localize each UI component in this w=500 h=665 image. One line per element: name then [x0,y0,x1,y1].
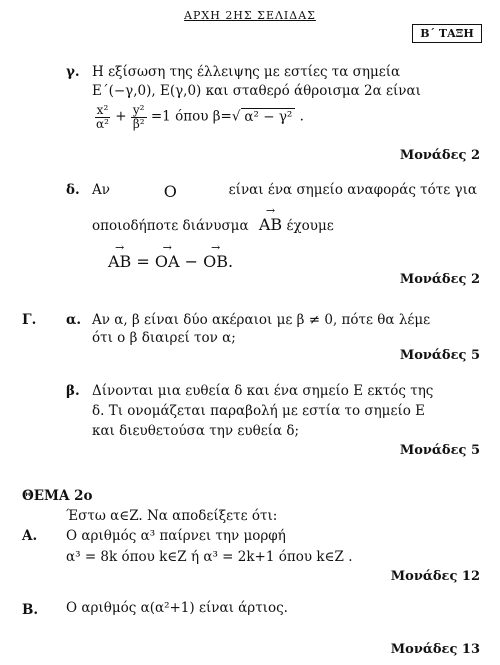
point-o: Ο [163,182,177,201]
equals-sign: = [136,252,150,271]
fraction-numerator: x² [96,103,109,117]
question-label-beta: β. [66,383,80,399]
question-B-line1: Ο αριθμός α(α²+1) είναι άρτιος. [66,600,288,616]
question-label-A: Α. [22,528,38,544]
question-G-b-line3: και διευθετούσα την ευθεία δ; [92,423,300,439]
class-tag: Β΄ ΤΑΞΗ [412,24,482,43]
question-delta-line1 [92,182,477,201]
question-label-G: Γ. [22,312,37,328]
question-G-a-line2: ότι ο β διαιρεί τον α; [92,330,236,346]
text-any-vector: οποιοδήποτε διάνυσμα [92,218,249,234]
equation-rest: =1 όπου β= [150,108,232,125]
question-label-alpha: α. [66,312,82,328]
fraction-y-over-b [131,104,147,130]
question-G-a-line1: Αν α, β είναι δύο ακέραιοι με β ≠ 0, πότε θα λέμε [92,312,431,328]
marks-A: Μονάδες 12 [390,569,480,584]
question-label-gamma: γ. [66,64,80,80]
marks-B: Μονάδες 13 [390,642,480,657]
question-G-b-line1: Δίνονται μια ευθεία δ και ένα σημείο Ε εκτός της [92,383,434,399]
plus-sign: + [115,108,127,125]
marks-G-b: Μονάδες 5 [399,443,480,458]
equation-end: . [299,108,304,125]
vector-equation [108,252,233,271]
text-we-have: έχουμε [286,218,334,234]
marks-delta: Μονάδες 2 [399,272,480,287]
ellipse-equation: $\frac{\text{x²}}{\text{α²}}$ + $\frac{\text{y²}}{\text{β²}}$ =1 όπου β=√ α² − γ² . [96,103,304,131]
question-G-b-line2: δ. Τι ονομάζεται παραβολή με εστία το σημείο Ε [92,403,426,419]
question-gamma-line2: Ε΄(−γ,0), Ε(γ,0) και σταθερό άθροισμα 2α είναι [92,83,421,99]
question-delta-line2 [92,215,334,234]
fraction-denominator: β² [132,116,145,131]
text-rest: είναι ένα σημείο αναφοράς τότε για [228,182,477,198]
square-root-content: α² − γ² [241,108,295,125]
vector-ab: → AB [108,252,131,271]
fraction-denominator: α² [96,116,109,131]
section-heading-thema2: ΘΕΜΑ 2ο [22,488,93,504]
question-label-B: Β. [22,602,39,618]
vector-ab: → AB [259,215,282,234]
fraction-numerator: y² [132,103,145,117]
marks-G-a: Μονάδες 5 [399,348,480,363]
vector-oa: → OA [155,252,180,271]
vector-ob: → OB [203,252,228,271]
minus-sign: − [184,252,199,271]
question-gamma-line1: Η εξίσωση της έλλειψης με εστίες τα σημεία [92,64,401,80]
question-A-line2: α³ = 8k όπου k∈Z ή α³ = 2k+1 όπου k∈Z . [66,549,353,565]
text-an: Αν [92,182,110,198]
equation-end: . [228,252,234,271]
question-label-delta: δ. [66,182,80,198]
thema2-intro: Έστω α∈Z. Να αποδείξετε ότι: [66,508,278,524]
question-A-line1: Ο αριθμός α³ παίρνει την μορφή [66,528,286,544]
fraction-x-over-a [94,104,111,130]
marks-gamma: Μονάδες 2 [399,148,480,163]
page-header-title: ΑΡΧΗ 2ΗΣ ΣΕΛΙΔΑΣ [184,9,316,22]
